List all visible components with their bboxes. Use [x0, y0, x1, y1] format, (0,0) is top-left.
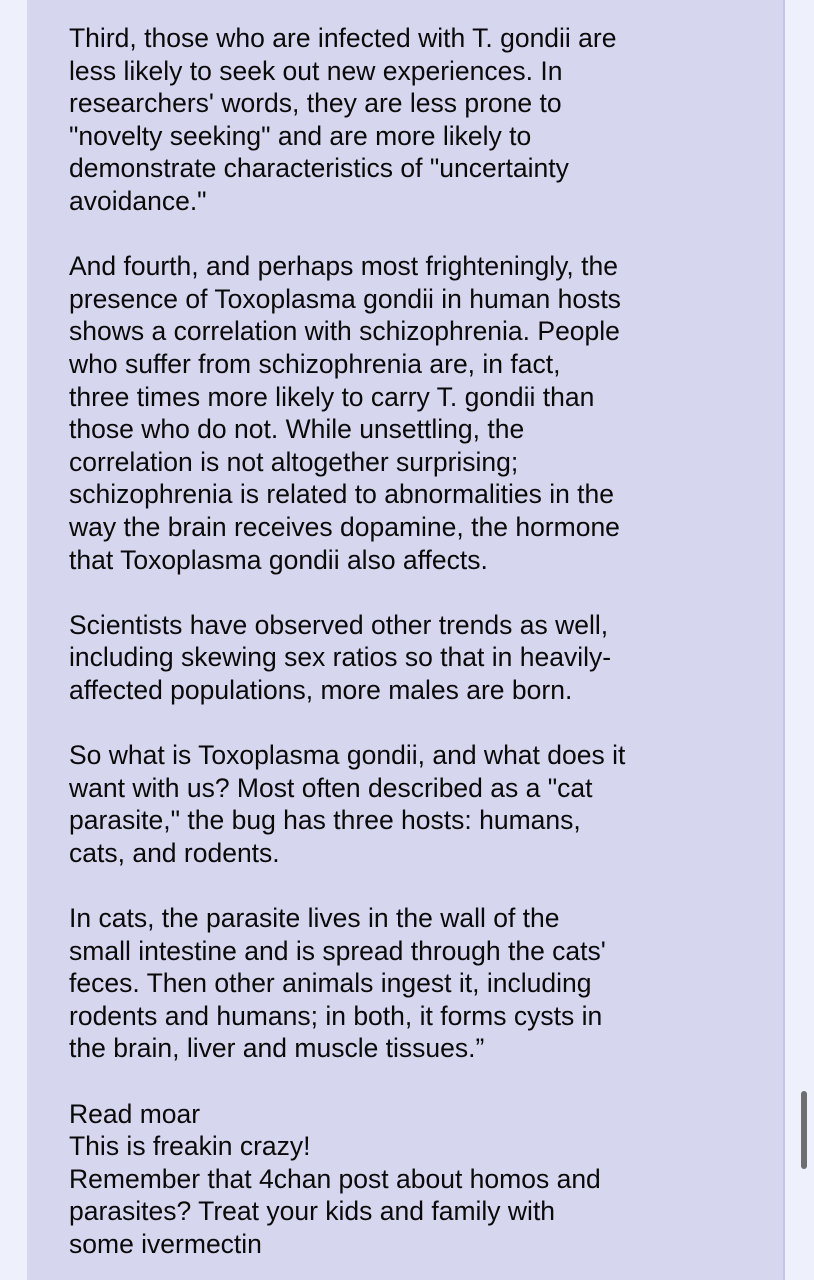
post-paragraph: [69, 1098, 669, 1261]
text-line: those who do not. While unsettling, the: [69, 414, 525, 445]
text-line: affected populations, more males are born.: [69, 674, 573, 705]
text-line: Scientists have observed other trends as well,: [69, 609, 609, 640]
text-line: less likely to seek out new experiences. In: [69, 55, 563, 86]
text-line: avoidance.": [69, 185, 207, 216]
post-paragraph: [69, 739, 669, 869]
text-line: small intestine and is spread through the cats': [69, 935, 606, 966]
text-line: schizophrenia is related to abnormalities in the: [69, 479, 615, 510]
text-line: Third, those who are infected with T. gondii are: [69, 23, 617, 53]
text-line: the brain, liver and muscle tissues.”: [69, 1033, 485, 1064]
text-line: want with us? Most often described as a "cat: [69, 772, 593, 803]
text-line: including skewing sex ratios so that in heavily-: [69, 642, 612, 673]
text-line: And fourth, and perhaps most frighteningly, the: [69, 251, 618, 282]
post-body: [69, 22, 669, 1261]
post-paragraph: [69, 609, 669, 707]
text-line: parasites? Treat your kids and family with: [69, 1196, 556, 1227]
text-line: In cats, the parasite lives in the wall of the: [69, 903, 560, 934]
text-line: correlation is not altogether surprising;: [69, 446, 519, 477]
text-line: rodents and humans; in both, it forms cysts in: [69, 1000, 603, 1031]
text-line: cats, and rodents.: [69, 837, 280, 868]
text-line: researchers' words, they are less prone to: [69, 88, 562, 119]
text-line: So what is Toxoplasma gondii, and what does it: [69, 740, 626, 771]
post-paragraph: [69, 250, 669, 576]
text-line: parasite," the bug has three hosts: humans,: [69, 805, 581, 836]
post-paragraph: [69, 902, 669, 1065]
text-line: demonstrate characteristics of "uncertainty: [69, 153, 569, 184]
text-line: "novelty seeking" and are more likely to: [69, 120, 532, 151]
text-line: some ivermectin: [69, 1228, 262, 1259]
post-paragraph: [69, 22, 669, 218]
text-line: This is freakin crazy!: [69, 1131, 311, 1162]
text-line: presence of Toxoplasma gondii in human hosts: [69, 283, 621, 314]
text-line: way the brain receives dopamine, the hormone: [69, 511, 620, 542]
text-line: shows a correlation with schizophrenia. People: [69, 316, 620, 347]
text-line: Read moar: [69, 1098, 201, 1129]
text-line: Remember that 4chan post about homos and: [69, 1163, 601, 1194]
scrollbar-thumb[interactable]: [801, 1091, 807, 1169]
text-line: feces. Then other animals ingest it, including: [69, 968, 592, 999]
text-line: who suffer from schizophrenia are, in fact,: [69, 348, 561, 379]
text-line: that Toxoplasma gondii also affects.: [69, 544, 488, 575]
text-line: three times more likely to carry T. gondii than: [69, 381, 595, 412]
